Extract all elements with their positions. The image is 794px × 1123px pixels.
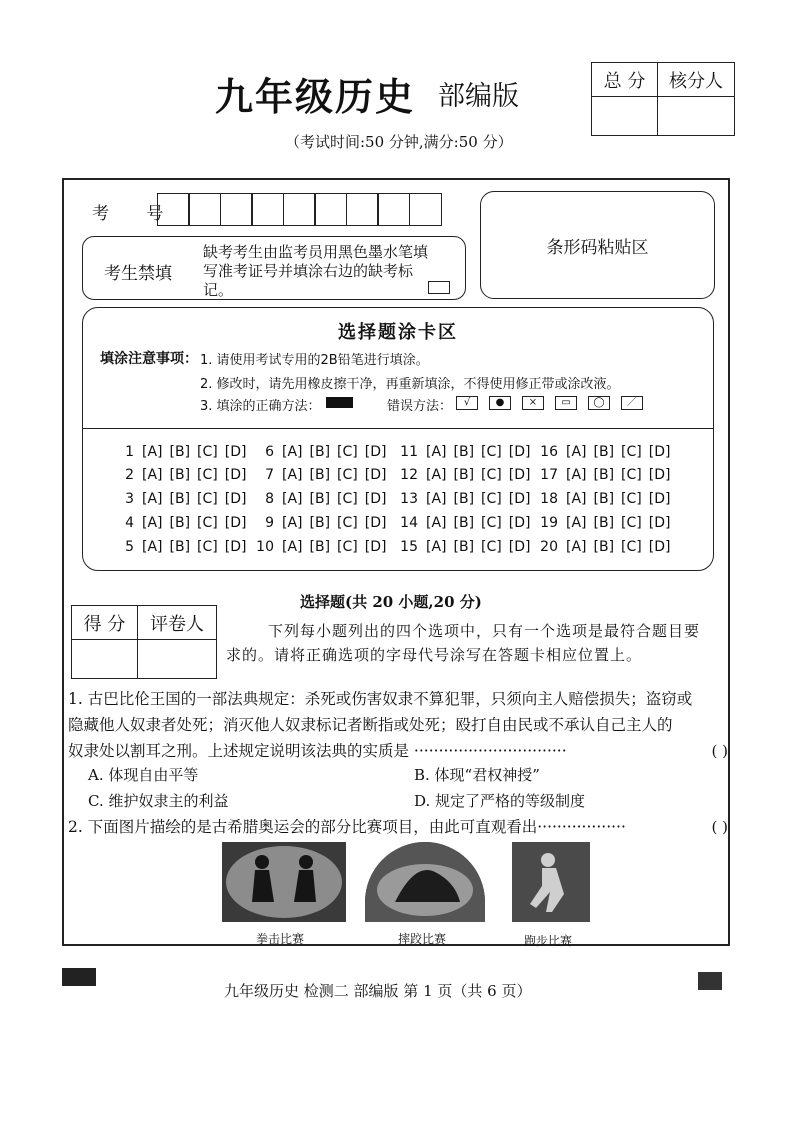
question-number: 16 <box>540 444 558 460</box>
answer-bubble[interactable]: [D] <box>364 491 387 507</box>
page-footer: 九年级历史 检测二 部编版 第 1 页（共 6 页） <box>224 982 532 1000</box>
question-number: 8 <box>265 491 274 507</box>
question-2-text: 2. 下面图片描绘的是古希腊奥运会的部分比赛项目，由此可直观看出·················· <box>68 818 626 836</box>
question-number: 20 <box>540 539 558 555</box>
question-number: 15 <box>400 539 418 555</box>
caption-wrestling: 摔跤比赛 <box>398 932 447 946</box>
question-number: 11 <box>400 444 418 460</box>
exam-number-box[interactable] <box>251 193 284 226</box>
answer-row <box>536 515 677 531</box>
answer-bubble[interactable]: [D] <box>648 444 671 460</box>
question-2 <box>68 814 728 840</box>
answer-bubble[interactable]: [A] <box>426 467 447 483</box>
answer-bubble[interactable]: [D] <box>364 444 387 460</box>
answer-row <box>252 515 393 531</box>
answer-bubble[interactable]: [A] <box>282 444 303 460</box>
exam-number-box[interactable] <box>157 193 190 226</box>
absent-instructions: 缺考考生由监考员用黑色墨水笔填写准考证号并填涂右边的缺考标记。 <box>203 243 429 299</box>
total-score-table <box>591 62 735 136</box>
answer-bubble[interactable]: [B] <box>169 515 191 531</box>
question-number: 3 <box>125 491 134 507</box>
section-instruction-2: 求的。请将正确选项的字母代号涂写在答题卡相应位置上。 <box>226 646 643 664</box>
question-1-option-a: A. 体现自由平等 <box>88 766 199 784</box>
checker-header: 核分人 <box>658 63 734 97</box>
question-1-line3: 奴隶处以割耳之刑。上述规定说明该法典的实质是 ······························· <box>68 742 567 760</box>
score-cell[interactable] <box>72 640 138 678</box>
question-number: 18 <box>540 491 558 507</box>
checker-cell[interactable] <box>658 97 734 135</box>
answer-bubble[interactable]: [C] <box>481 515 502 531</box>
answer-bubble[interactable]: [C] <box>197 539 218 555</box>
answer-bubble[interactable]: [C] <box>621 444 642 460</box>
answer-row <box>252 467 393 483</box>
answer-row <box>252 491 393 507</box>
question-number: 7 <box>265 467 274 483</box>
note-3: 3. 填涂的正确方法： <box>200 399 321 414</box>
exam-number-box[interactable] <box>346 193 379 226</box>
answer-bubble[interactable]: [D] <box>224 444 247 460</box>
answer-bubble[interactable]: [C] <box>481 539 502 555</box>
section-instruction-1: 下列每小题列出的四个选项中，只有一个选项是最符合题目要 <box>268 622 701 640</box>
answer-row <box>112 444 253 460</box>
answer-bubble[interactable]: [A] <box>566 467 587 483</box>
answer-bubble[interactable]: [B] <box>453 491 475 507</box>
answer-bubble[interactable]: [D] <box>224 491 247 507</box>
answer-bubble[interactable]: [C] <box>337 515 358 531</box>
wrong-mark-cross: × <box>522 396 544 410</box>
edition-label: 部编版 <box>438 81 519 112</box>
answer-bubble[interactable]: [A] <box>142 515 163 531</box>
answer-bubble[interactable]: [D] <box>364 467 387 483</box>
answer-bubble[interactable]: [C] <box>197 467 218 483</box>
question-number: 10 <box>256 539 274 555</box>
answer-bubble[interactable]: [B] <box>169 444 191 460</box>
answer-row <box>536 491 677 507</box>
answer-row <box>112 467 253 483</box>
answer-bubble[interactable]: [B] <box>309 539 331 555</box>
answer-bubble[interactable]: [A] <box>142 467 163 483</box>
answer-bubble[interactable]: [B] <box>593 491 615 507</box>
answer-bubble[interactable]: [B] <box>169 467 191 483</box>
answer-bubble[interactable]: [C] <box>197 444 218 460</box>
question-number: 17 <box>540 467 558 483</box>
wrong-mark-circle: ◯ <box>588 396 610 410</box>
answer-bubble[interactable]: [C] <box>621 491 642 507</box>
answer-bubble[interactable]: [D] <box>224 467 247 483</box>
answer-row <box>536 467 677 483</box>
wrestling-image <box>365 842 485 922</box>
answer-bubble[interactable]: [C] <box>481 467 502 483</box>
answer-bubble[interactable]: [C] <box>197 515 218 531</box>
answer-bubble[interactable]: [B] <box>453 444 475 460</box>
question-2-answer-paren: ( ) <box>711 818 728 836</box>
answer-row <box>112 491 253 507</box>
grade-table <box>71 605 217 679</box>
answer-bubble[interactable]: [D] <box>648 539 671 555</box>
answer-bubble[interactable]: [C] <box>621 539 642 555</box>
answer-bubble[interactable]: [D] <box>648 491 671 507</box>
answer-bubble[interactable]: [A] <box>282 515 303 531</box>
question-number: 6 <box>265 444 274 460</box>
answer-bubble[interactable]: [A] <box>566 491 587 507</box>
answer-row <box>396 491 537 507</box>
choice-area-title: 选择题涂卡区 <box>338 322 458 343</box>
absent-mark-box[interactable] <box>428 281 450 294</box>
choice-divider <box>83 428 713 429</box>
exam-duration: （考试时间:50 分钟,满分:50 分） <box>285 133 513 151</box>
corner-mark-right <box>698 972 722 990</box>
note-1: 1. 请使用考试专用的2B铅笔进行填涂。 <box>200 353 429 368</box>
notes-label: 填涂注意事项： <box>100 351 198 367</box>
exam-number-box[interactable] <box>409 193 442 226</box>
answer-bubble[interactable]: [D] <box>224 515 247 531</box>
answer-bubble[interactable]: [B] <box>169 539 191 555</box>
question-1-line1: 1. 古巴比伦王国的一部法典规定：杀死或伤害奴隶不算犯罪，只须向主人赔偿损失；盗窃或 <box>68 690 693 708</box>
exam-number-box[interactable] <box>283 193 316 226</box>
answer-row <box>252 444 393 460</box>
answer-row <box>396 444 537 460</box>
exam-number-label: 考 号 <box>92 204 180 224</box>
wrong-mark-rect: ▭ <box>555 396 577 410</box>
answer-bubble[interactable]: [C] <box>621 515 642 531</box>
answer-bubble[interactable]: [D] <box>508 491 531 507</box>
answer-bubble[interactable]: [B] <box>453 539 475 555</box>
answer-bubble[interactable]: [B] <box>593 515 615 531</box>
section-title: 选择题(共 20 小题,20 分) <box>300 593 482 611</box>
caption-boxing: 拳击比赛 <box>256 932 305 946</box>
answer-bubble[interactable]: [C] <box>481 491 502 507</box>
answer-bubble[interactable]: [B] <box>169 491 191 507</box>
grader-header: 评卷人 <box>138 606 216 640</box>
question-number: 5 <box>125 539 134 555</box>
answer-bubble[interactable]: [D] <box>224 539 247 555</box>
answer-bubble[interactable]: [C] <box>197 491 218 507</box>
note-2: 2. 修改时，请先用橡皮擦干净，再重新填涂，不得使用修正带或涂改液。 <box>200 377 620 392</box>
running-figure-icon <box>512 842 590 922</box>
answer-bubble[interactable]: [D] <box>648 515 671 531</box>
question-number: 4 <box>125 515 134 531</box>
answer-bubble[interactable]: [B] <box>309 467 331 483</box>
question-number: 2 <box>125 467 134 483</box>
question-1-option-d: D. 规定了严格的等级制度 <box>414 792 586 810</box>
answer-bubble[interactable]: [B] <box>453 467 475 483</box>
question-1-option-b: B. 体现“君权神授” <box>414 766 540 784</box>
barcode-area: 条形码粘贴区 <box>480 191 715 299</box>
page-title: 九年级历史 <box>215 75 416 119</box>
exam-number-box[interactable] <box>220 193 253 226</box>
answer-bubble[interactable]: [D] <box>364 515 387 531</box>
wrong-mark-slash: ／ <box>621 396 643 410</box>
exam-number-boxes[interactable] <box>158 193 442 226</box>
answer-row <box>252 539 393 555</box>
answer-row <box>536 444 677 460</box>
answer-bubble[interactable]: [A] <box>426 444 447 460</box>
answer-bubble[interactable]: [C] <box>337 467 358 483</box>
answer-bubble[interactable]: [A] <box>282 491 303 507</box>
answer-bubble[interactable]: [A] <box>426 491 447 507</box>
boxing-image <box>222 842 346 922</box>
question-number: 1 <box>125 444 134 460</box>
answer-bubble[interactable]: [C] <box>337 491 358 507</box>
wrong-mark-check: √ <box>456 396 478 410</box>
question-1 <box>68 686 728 764</box>
answer-bubble[interactable]: [D] <box>508 444 531 460</box>
exam-number-box[interactable] <box>188 193 221 226</box>
wrong-method-label: 错误方法： <box>387 399 453 414</box>
answer-bubble[interactable]: [B] <box>309 491 331 507</box>
answer-bubble[interactable]: [C] <box>337 539 358 555</box>
question-number: 13 <box>400 491 418 507</box>
answer-bubble[interactable]: [B] <box>309 444 331 460</box>
score-header: 得 分 <box>72 606 138 640</box>
grader-cell[interactable] <box>138 640 216 678</box>
answer-bubble[interactable]: [A] <box>142 444 163 460</box>
answer-bubble[interactable]: [C] <box>337 444 358 460</box>
answer-bubble[interactable]: [B] <box>593 539 615 555</box>
answer-bubble[interactable]: [A] <box>566 515 587 531</box>
answer-bubble[interactable]: [C] <box>621 467 642 483</box>
wrestling-figures-icon <box>365 842 485 922</box>
caption-running: 跑步比赛 <box>524 934 573 948</box>
boxing-figures-icon <box>222 842 346 922</box>
wrong-mark-dot: ● <box>489 396 511 410</box>
answer-row <box>536 539 677 555</box>
total-score-header: 总 分 <box>592 63 658 97</box>
answer-bubble[interactable]: [A] <box>566 444 587 460</box>
exam-number-box[interactable] <box>314 193 347 226</box>
choice-answer-area <box>82 307 714 571</box>
correct-fill-example <box>326 397 353 408</box>
answer-bubble[interactable]: [A] <box>142 539 163 555</box>
answer-row <box>396 467 537 483</box>
answer-row <box>112 539 253 555</box>
answer-bubble[interactable]: [B] <box>309 515 331 531</box>
question-number: 19 <box>540 515 558 531</box>
answer-bubble[interactable]: [D] <box>508 515 531 531</box>
answer-row <box>396 539 537 555</box>
answer-bubble[interactable]: [B] <box>593 467 615 483</box>
question-number: 12 <box>400 467 418 483</box>
answer-row <box>396 515 537 531</box>
exam-number-box[interactable] <box>377 193 410 226</box>
answer-bubble[interactable]: [D] <box>508 467 531 483</box>
answer-bubble[interactable]: [B] <box>453 515 475 531</box>
answer-bubble[interactable]: [A] <box>426 515 447 531</box>
question-number: 9 <box>265 515 274 531</box>
answer-bubble[interactable]: [A] <box>282 467 303 483</box>
question-1-option-c: C. 维护奴隶主的利益 <box>88 792 229 810</box>
answer-bubble[interactable]: [B] <box>593 444 615 460</box>
question-number: 14 <box>400 515 418 531</box>
question-1-line2: 隐藏他人奴隶者处死；消灭他人奴隶标记者断指或处死；殴打自由民或不承认自己主人的 <box>68 716 673 734</box>
answer-bubble[interactable]: [A] <box>142 491 163 507</box>
answer-bubble[interactable]: [A] <box>566 539 587 555</box>
question-1-answer-paren: ( ) <box>711 742 728 760</box>
answer-row <box>112 515 253 531</box>
answer-bubble[interactable]: [D] <box>364 539 387 555</box>
answer-bubble[interactable]: [D] <box>508 539 531 555</box>
answer-bubble[interactable]: [D] <box>648 467 671 483</box>
answer-bubble[interactable]: [A] <box>426 539 447 555</box>
total-score-cell[interactable] <box>592 97 658 135</box>
answer-bubble[interactable]: [C] <box>481 444 502 460</box>
answer-bubble[interactable]: [A] <box>282 539 303 555</box>
absent-label: 考生禁填 <box>104 264 172 284</box>
running-image <box>512 842 590 922</box>
corner-mark-left <box>62 968 96 986</box>
